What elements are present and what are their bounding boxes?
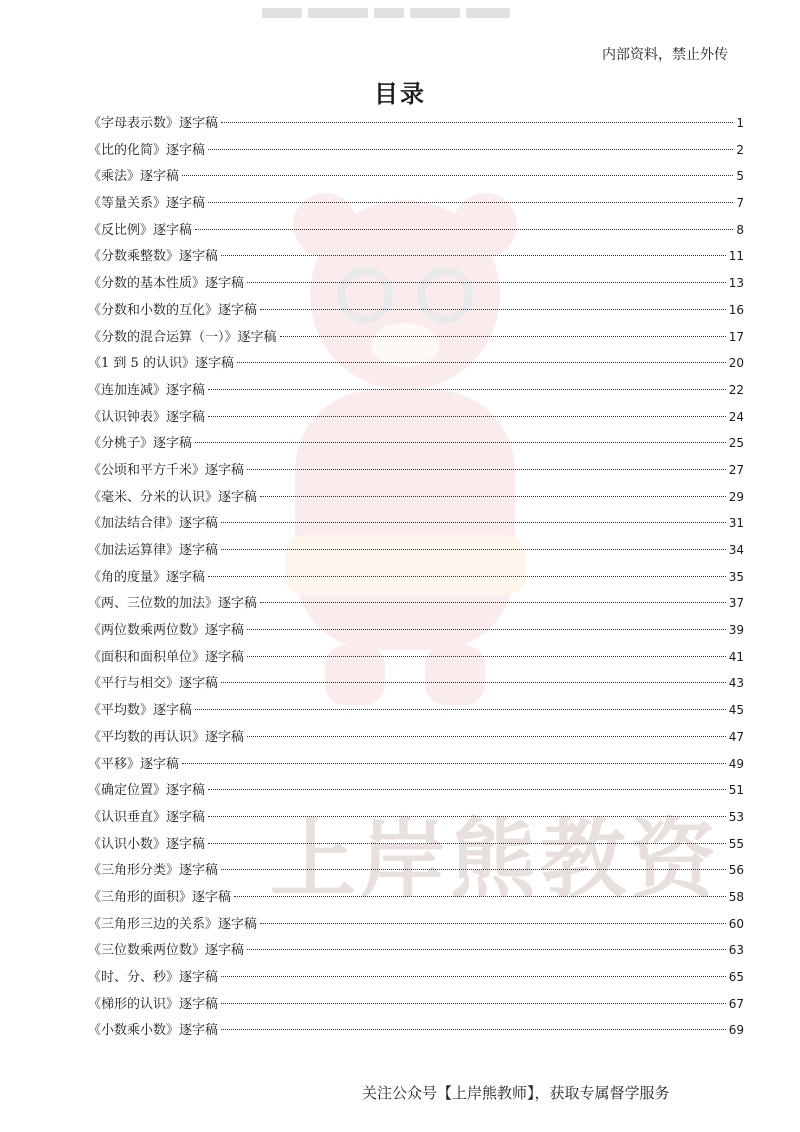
toc-entry-title: 《等量关系》逐字稿 (88, 196, 206, 212)
toc-entry-title: 《平均数的再认识》逐字稿 (88, 729, 245, 745)
toc-entry-page-number: 31 (728, 516, 744, 531)
toc-entry-page-number: 49 (728, 756, 744, 771)
toc-entry[interactable] (88, 484, 744, 511)
toc-dot-leader (221, 869, 726, 870)
toc-entry[interactable] (88, 430, 744, 457)
page-title: 目录 (374, 80, 426, 108)
toc-entry-title: 《面积和面积单位》逐字稿 (88, 649, 245, 665)
toc-entry-title: 《分数的基本性质》逐字稿 (88, 276, 245, 292)
toc-entry-title: 《梯形的认识》逐字稿 (88, 996, 219, 1012)
toc-entry-title: 《加法运算律》逐字稿 (88, 543, 219, 558)
toc-entry[interactable] (88, 804, 744, 831)
toc-entry[interactable] (88, 590, 744, 617)
toc-entry[interactable] (88, 163, 744, 190)
toc-entry-title: 《认识钟表》逐字稿 (88, 409, 206, 425)
toc-dot-leader (221, 682, 726, 683)
toc-entry-title: 《认识垂直》逐字稿 (88, 809, 206, 825)
toc-dot-leader (182, 175, 733, 176)
footer-promo: 关注公众号【上岸熊教师】，获取专属督学服务 (362, 1084, 670, 1102)
toc-entry[interactable] (88, 564, 744, 591)
toc-entry-title: 《比的化简》逐字稿 (88, 142, 206, 158)
toc-entry-page-number: 1 (736, 116, 744, 130)
toc-entry[interactable] (88, 857, 744, 884)
toc-entry-title: 《三角形三边的关系》逐字稿 (88, 916, 258, 932)
toc-entry-page-number: 8 (736, 222, 744, 237)
toc-entry[interactable] (88, 137, 744, 164)
toc-entry[interactable] (88, 377, 744, 404)
toc-dot-leader (221, 122, 733, 123)
watermark-text: 上岸熊教资 (270, 810, 720, 910)
toc-entry-title: 《平行与相交》逐字稿 (88, 676, 219, 692)
toc-entry-title: 《字母表示数》逐字稿 (88, 116, 219, 131)
toc-entry-title: 《分数和小数的互化》逐字稿 (88, 302, 258, 318)
toc-entry-page-number: 47 (728, 729, 744, 744)
toc-entry[interactable] (88, 243, 744, 270)
toc-dot-leader (208, 202, 733, 203)
toc-entry-page-number: 13 (728, 276, 744, 291)
toc-entry-title: 《平均数》逐字稿 (88, 703, 193, 719)
toc-entry-page-number: 67 (728, 996, 744, 1011)
toc-entry-title: 《小数乘小数》逐字稿 (88, 1023, 219, 1039)
toc-entry[interactable] (88, 270, 744, 297)
toc-dot-leader (221, 976, 726, 977)
toc-dot-leader (247, 949, 726, 950)
toc-dot-leader (260, 602, 726, 603)
toc-entry-title: 《反比例》逐字稿 (88, 222, 193, 238)
table-of-contents (88, 110, 744, 1044)
toc-entry[interactable] (88, 217, 744, 244)
toc-dot-leader (247, 736, 726, 737)
toc-entry-title: 《确定位置》逐字稿 (88, 783, 206, 799)
toc-entry-title: 《三角形分类》逐字稿 (88, 863, 219, 879)
toc-dot-leader (221, 1003, 726, 1004)
toc-entry-page-number: 58 (728, 889, 744, 904)
toc-entry-page-number: 51 (728, 783, 744, 798)
toc-entry-page-number: 24 (728, 409, 744, 424)
toc-entry[interactable] (88, 1017, 744, 1044)
toc-entry[interactable] (88, 404, 744, 431)
toc-entry-page-number: 55 (728, 836, 744, 851)
top-edge-artifact (262, 8, 542, 22)
toc-dot-leader (247, 656, 726, 657)
toc-entry-page-number: 25 (728, 436, 744, 451)
toc-dot-leader (182, 763, 726, 764)
toc-entry-page-number: 22 (728, 382, 744, 397)
toc-entry[interactable] (88, 537, 744, 564)
toc-entry-title: 《三位数乘两位数》逐字稿 (88, 943, 245, 959)
toc-entry[interactable] (88, 777, 744, 804)
toc-entry-page-number: 34 (728, 543, 744, 557)
toc-entry-title: 《公顷和平方千米》逐字稿 (88, 462, 245, 478)
toc-dot-leader (221, 549, 726, 550)
toc-dot-leader (221, 255, 726, 256)
toc-entry-title: 《两位数乘两位数》逐字稿 (88, 623, 245, 639)
toc-entry-title: 《连加连减》逐字稿 (88, 382, 206, 398)
toc-entry-page-number: 39 (728, 623, 744, 638)
toc-dot-leader (195, 442, 726, 443)
toc-entry-page-number: 29 (728, 489, 744, 504)
toc-dot-leader (260, 309, 726, 310)
toc-dot-leader (234, 896, 726, 897)
toc-dot-leader (208, 843, 726, 844)
toc-entry-page-number: 60 (728, 916, 744, 931)
toc-dot-leader (260, 923, 726, 924)
toc-entry-page-number: 53 (728, 809, 744, 824)
toc-entry[interactable] (88, 724, 744, 751)
toc-entry-page-number: 63 (728, 943, 744, 958)
toc-entry-title: 《1 到 5 的认识》逐字稿 (88, 356, 234, 372)
toc-dot-leader (247, 282, 726, 283)
toc-entry-title: 《分数的混合运算（一）》逐字稿 (88, 329, 277, 345)
toc-entry[interactable] (88, 670, 744, 697)
toc-dot-leader (195, 229, 733, 230)
toc-entry[interactable] (88, 964, 744, 991)
toc-entry[interactable] (88, 617, 744, 644)
toc-entry-title: 《加法结合律》逐字稿 (88, 516, 219, 532)
toc-entry-title: 《毫米、分米的认识》逐字稿 (88, 489, 258, 505)
toc-entry-title: 《认识小数》逐字稿 (88, 836, 206, 852)
toc-entry[interactable] (88, 697, 744, 724)
toc-entry-page-number: 17 (728, 329, 744, 344)
toc-entry-page-number: 7 (736, 196, 744, 211)
toc-entry[interactable] (88, 751, 744, 778)
toc-dot-leader (247, 629, 726, 630)
toc-dot-leader (195, 709, 726, 710)
toc-entry-page-number: 5 (736, 169, 744, 184)
toc-dot-leader (208, 389, 726, 390)
toc-entry-page-number: 27 (728, 462, 744, 477)
toc-dot-leader (208, 416, 726, 417)
toc-entry[interactable] (88, 350, 744, 377)
toc-entry[interactable] (88, 991, 744, 1018)
toc-entry-page-number: 2 (736, 142, 744, 157)
toc-entry-title: 《平移》逐字稿 (88, 756, 180, 772)
toc-entry-page-number: 20 (728, 356, 744, 371)
toc-entry[interactable] (88, 644, 744, 671)
toc-entry-page-number: 41 (728, 649, 744, 664)
toc-dot-leader (208, 789, 726, 790)
toc-entry[interactable] (88, 324, 744, 351)
toc-entry-title: 《三角形的面积》逐字稿 (88, 889, 232, 905)
toc-dot-leader (208, 149, 733, 150)
toc-entry[interactable] (88, 510, 744, 537)
toc-entry-title: 《分桃子》逐字稿 (88, 436, 193, 452)
toc-entry[interactable] (88, 911, 744, 938)
toc-entry-page-number: 65 (728, 970, 744, 984)
toc-entry[interactable] (88, 884, 744, 911)
toc-dot-leader (260, 496, 726, 497)
toc-entry[interactable] (88, 190, 744, 217)
toc-dot-leader (280, 336, 726, 337)
confidential-note: 内部资料，禁止外传 (602, 47, 728, 63)
toc-dot-leader (221, 522, 726, 523)
toc-dot-leader (237, 362, 726, 363)
toc-dot-leader (208, 816, 726, 817)
toc-entry-page-number: 35 (728, 569, 744, 584)
toc-entry-title: 《乘法》逐字稿 (88, 169, 180, 185)
toc-entry-page-number: 45 (728, 703, 744, 718)
toc-entry-page-number: 69 (728, 1023, 744, 1038)
toc-entry-title: 《两、三位数的加法》逐字稿 (88, 596, 258, 612)
toc-entry[interactable] (88, 297, 744, 324)
toc-dot-leader (221, 1029, 726, 1030)
toc-entry-title: 《角的度量》逐字稿 (88, 569, 206, 585)
toc-entry-page-number: 16 (728, 302, 744, 317)
toc-entry[interactable] (88, 937, 744, 964)
toc-entry-title: 《分数乘整数》逐字稿 (88, 249, 219, 265)
toc-entry-title: 《时、分、秒》逐字稿 (88, 970, 219, 985)
toc-entry[interactable] (88, 110, 744, 137)
toc-entry-page-number: 11 (728, 249, 744, 264)
toc-dot-leader (208, 576, 726, 577)
toc-entry[interactable] (88, 831, 744, 858)
toc-dot-leader (247, 469, 726, 470)
toc-entry[interactable] (88, 457, 744, 484)
toc-entry-page-number: 56 (728, 863, 744, 878)
toc-entry-page-number: 37 (728, 596, 744, 611)
toc-entry-page-number: 43 (728, 676, 744, 691)
